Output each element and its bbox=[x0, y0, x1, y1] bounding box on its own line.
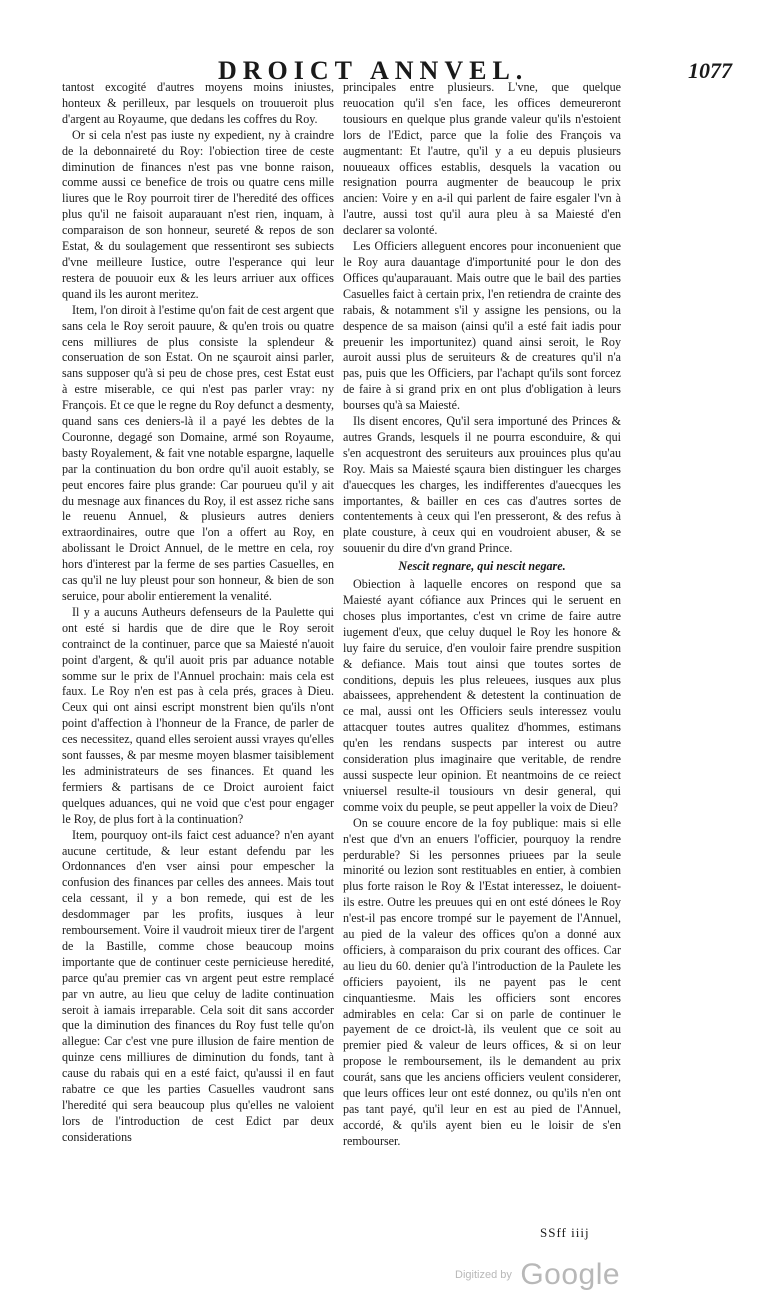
paragraph: tantost excogité d'autres moyens moins iniustes, honteux & perilleux, par lesquels on trouueroit plus d'argent au Royaume, que dedans les coffres du Roy. bbox=[62, 80, 334, 126]
paragraph: principales entre plusieurs. L'vne, que quelque reuocation qu'il s'en face, les offices demeureront tousiours en quelque plus grande valeur qu'ils n'estoient lors de l'Edict, parce que la folie des François va augmentant: Et l'autre, qu'il y a eu depuis plusieurs nouueaux offices establis, desquels la vacation ou resignation pourra augmenter de beaucoup le prix ancien: Voire y en a-il qui parlent de faire esgaler l'vn à l'autre, aussi tost qu'il aura pleu à sa Maiesté d'en declarer sa volonté. bbox=[343, 80, 621, 238]
latin-maxim: Nescit regnare, qui nescit negare. bbox=[398, 559, 566, 574]
watermark-prefix: Digitized by bbox=[455, 1269, 512, 1281]
page-number: 1077 bbox=[688, 58, 732, 83]
paragraph: Item, pourquoy ont-ils faict cest aduance? n'en ayant aucune certitude, & leur estant defendu par les Ordonnances d'en vser ainsi pour empescher la confusion des finances par celles des annees. Mais tout cela cessant, il y a bon remede, qui est de les desdommager par les profits, iusques à leur remboursement. Voire il vaudroit mieux tirer de l'argent de la Bastille, comme chose beaucoup moins importante que de continuer ceste pernicieuse heredité, parce qu'au premier cas vn argent peut estre remplacé par vn autre, au lieu que celuy de ladite continuation seroit à iamais irreparable. Cela soit dit sans accorder que la diminution des finances du Roy fust telle qu'on allegue: Car c'est vne pure illusion de faire mention de quinze cens milliures de diminution du fonds, tant à cause du rabais qui en a esté faict, qu'aussi il en faut rabatre ce que les parties Casuelles vaudront sans l'heredité qui sera beaucoup plus qu'elles ne valoient lors de l'introduction de cest Edict par deux considerations bbox=[62, 827, 334, 1144]
paragraph: Les Officiers alleguent encores pour inconuenient que le Roy aura dauantage d'importunité pour le don des Offices qu'auparauant. Mais outre que le bail des parties Casuelles faict à certain prix, l'en retiendra de crainte des rabais, & notamment s'il y assigne les pensions, ou la despence de sa maison (ainsi qu'il a esté fait iadis pour preuenir les importunitez) quand ainsi seroit, le Roy auroit aussi plus de seruiteurs & de creatures qu'il n'a pas, puis que les Officiers, par l'achapt qu'ils sont forcez de faire à si grand prix en ont plus d'obligation à leurs bourses qu'à sa Maiesté. bbox=[343, 239, 621, 413]
left-text-column bbox=[62, 80, 334, 1146]
right-text-column bbox=[343, 80, 621, 1150]
digitized-watermark bbox=[455, 1258, 620, 1292]
paragraph: Ils disent encores, Qu'il sera importuné des Princes & autres Grands, lesquels il ne pourra esconduire, & qui s'en acquestront des seruiteurs aux prouinces plus qu'au Roy. Mais sa Maiesté sçaura bien distinguer les charges d'auecques les charges, les indifferentes d'auecques les importantes, & bailler en ces cas d'autres sortes de contentements à ceux qui l'en presseront, & des refus à plate cousture, à ceux qui en voudroient abuser, & se souuenir du dire d'vn grand Prince. bbox=[343, 414, 621, 556]
running-title-left: DROICT bbox=[218, 56, 359, 85]
running-title-right: ANNVEL. bbox=[370, 56, 529, 85]
paragraph: Item, l'on diroit à l'estime qu'on fait de cest argent que sans cela le Roy seroit pauure, & qu'en trois ou quatre cens milliures de plus consiste la splendeur & conseruation de son Estat. On ne sçauroit ainsi parler, sans supposer qu'à si peu de chose pres, cest Estat eust à estre miserable, ce qui n'est pas parler vray: ny François. Et ce que le regne du Roy defunct a desmenty, quand sans ces deniers-là il a payé les debtes de la Couronne, degagé son Domaine, armé son Royaume, basty Royalement, & fait vne notable espargne, laquelle par la continuation du bon ordre qu'il auoit estably, se peut encores faire plus grande: Car pourueu qu'il y ait du mesnage aux finances du Roy, il est assez riche sans le reuenu Annuel, & plusieurs autres deniers extraordinaires, outre que l'on a offert au Roy, en abolissant le Droict Annuel, de le mettre en cela, roy hors d'interest par la ferme de ses parties Casuelles, en cas qu'il ne luy pleust pour son honneur, & bien de son seruice, pour abolir entierement la venalité. bbox=[62, 302, 334, 603]
signature-mark: SSff iiij bbox=[540, 1225, 590, 1240]
paragraph: Or si cela n'est pas iuste ny expedient, ny à craindre de la debonnaireté du Roy: l'obiection tiree de ceste diminution de finances n'est pas vne bonne raison, comme aussi ce benefice de trois ou quatre cens mille liures que le Roy pourroit tirer de l'heredité des offices plus qu'il ne faisoit auparauant n'est rien, inquam, à comparaison de son honneur, seureté & repos de son Estat, & du soulagement que ressentiront ses subiects d'vne meilleure Iustice, outre l'esperance qui leur restera de pouuoir eux & les leurs arriuer aux offices quand ils les auront meritez. bbox=[62, 127, 334, 301]
paragraph: Il y a aucuns Autheurs defenseurs de la Paulette qui ont esté si hardis que de dire que le Roy seroit contrainct de la continuer, parce que sa Maiesté n'auoit point d'argent, & qu'il auoit pris par aduance notable somme sur le prix de l'Annuel prochain: mais cela est faux. Le Roy n'en est pas à cela prés, graces à Dieu. Ceux qui ont ainsi escript monstrent bien qu'ils n'ont point d'affection à l'honneur de la France, de parler de ces necessitez, quand elles seroient aussi vrayes qu'elles sont fausses, & par mesme moyen blasmer taisiblement les administrateurs de ses finances. Et quand les fermiers & partisans de ce Droict auroient faict quelques aduances, qui ne void que c'est pour engager le Roy, de plus fort à la continuation? bbox=[62, 604, 334, 826]
google-logo: Google bbox=[520, 1258, 621, 1291]
paragraph: On se couure encore de la foy publique: mais si elle n'est que d'vn an enuers l'officier, pourquoy la rendre perdurable? Si les personnes priuees par la seule minorité ou lezion sont restituables en entier, à combien plus forte raison le Roy & l'Estat interessez, le doiuent-ils estre. Outre les preuues qui en ont esté dónees le Roy n'est-il pas encore trompé sur le payement de l'Annuel, au pied de la valeur des offices qu'on a donné aux officiers, à comparaison du prix courant des offices. Car au lieu du 60. denier qu'à l'introduction de la Paulete les officiers payoient, ils ne payent pas le cent cinquantiesme. Mais les officiers sont encores admirables en cela: Car si on parle de continuer le payement de ce droict-là, ils veulent que ce soit au premier pied & valeur de leurs offices, & si on leur propose le remboursement, ils le demandent au prix courát, sans que les anciens officiers veulent considerer, que leurs offices leur ont esté donnez, ou qu'ils n'en ont pas tant payé, qu'il leur en est au pied de l'Annuel, accordé, & qu'ils ayent bien eu le loisir de s'en rembourser. bbox=[343, 815, 621, 1148]
paragraph: Obiection à laquelle encores on respond que sa Maiesté ayant cófiance aux Princes qui le seruent en choses plus importantes, c'est vn crime de faire autre iugement d'eux, que celuy duquel le Roy les honore & luy faire du seruice, d'en vouloir faire prendre suspition & defiance. Mais tout ainsi que toutes sortes de conditions, depuis les plus releuees, iusques aux plus abaissees, apprehendent & detestent la continuation de ce mal, aussi ont les Officiers seuls interessez voulu attacquer toutes autres qualitez d'hommes, estimans qu'en les rendans suspects par interest ou autre consideration plus imaginaire que veritable, de rendre aussi suspecte leur opinion. Et neantmoins de ce reiect vniuersel resulte-il tousiours vn desir general, qui comme voix du peuple, se peut appeller la voix de Dieu? bbox=[343, 577, 621, 814]
